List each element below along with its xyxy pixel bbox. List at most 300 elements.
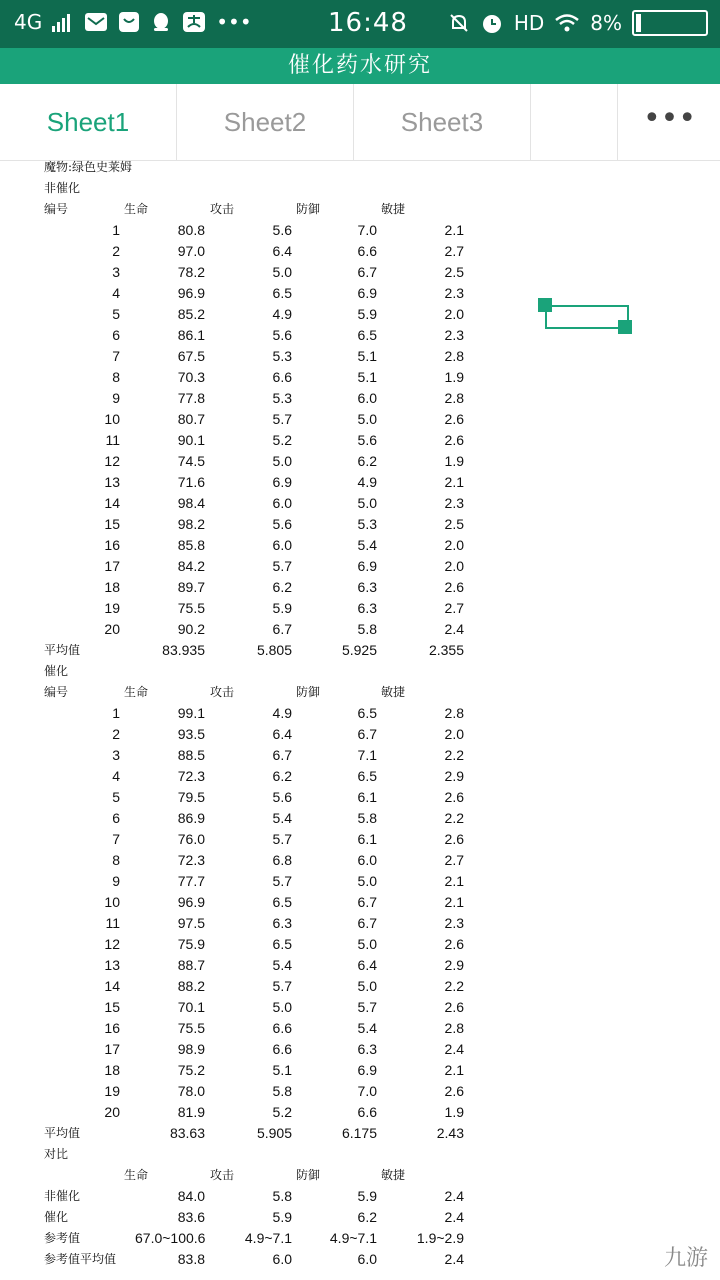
value-cell[interactable]: 6.5	[357, 705, 377, 721]
average-cell[interactable]: 5.925	[341, 642, 377, 658]
compare-cell[interactable]: 67.0~100.6	[135, 1230, 206, 1246]
value-cell[interactable]: 5.0	[357, 411, 377, 427]
signal-icon	[52, 12, 74, 32]
value-cell[interactable]: 6.3	[357, 600, 377, 616]
value-cell[interactable]: 2.5	[444, 516, 464, 532]
value-cell[interactable]: 5.2	[272, 432, 292, 448]
table-row	[0, 220, 500, 241]
value-cell[interactable]: 84.2	[177, 558, 205, 574]
table-row	[0, 1102, 500, 1123]
row-id-cell[interactable]: 4	[112, 285, 120, 301]
compare-cell[interactable]: 5.8	[272, 1188, 292, 1204]
value-cell[interactable]: 6.5	[357, 768, 377, 784]
compare-cell[interactable]: 5.9	[272, 1209, 292, 1225]
value-cell[interactable]: 75.5	[177, 600, 205, 616]
value-cell[interactable]: 1.9	[444, 1104, 464, 1120]
header-cell[interactable]: 编号	[44, 685, 69, 699]
compare-cell[interactable]: 4.9~7.1	[329, 1230, 377, 1246]
value-cell[interactable]: 5.6	[357, 432, 377, 448]
more-notifications-icon: •••	[216, 10, 252, 34]
value-cell[interactable]: 77.8	[177, 390, 205, 406]
value-cell[interactable]: 2.7	[444, 852, 464, 868]
value-cell[interactable]: 7.1	[357, 747, 377, 763]
cell-selection[interactable]	[545, 305, 629, 329]
sheet-tabs	[0, 84, 720, 161]
value-cell[interactable]: 5.8	[357, 621, 377, 637]
value-cell[interactable]: 6.7	[357, 264, 377, 280]
table-row	[0, 1018, 500, 1039]
value-cell[interactable]: 5.8	[272, 1083, 292, 1099]
value-cell[interactable]: 5.7	[357, 999, 377, 1015]
value-cell[interactable]: 6.5	[272, 894, 292, 910]
value-cell[interactable]: 2.6	[444, 831, 464, 847]
table-row	[0, 850, 500, 871]
value-cell[interactable]: 67.5	[177, 348, 205, 364]
value-cell[interactable]: 98.4	[177, 495, 205, 511]
value-cell[interactable]: 1.9	[444, 453, 464, 469]
selection-handle-start[interactable]	[538, 298, 552, 312]
value-cell[interactable]: 85.8	[177, 537, 205, 553]
value-cell[interactable]: 2.1	[444, 894, 464, 910]
value-cell[interactable]: 6.9	[357, 285, 377, 301]
clock: 16:48	[328, 8, 408, 38]
value-cell[interactable]: 6.3	[357, 1041, 377, 1057]
value-cell[interactable]: 76.0	[177, 831, 205, 847]
value-cell[interactable]: 4.9	[272, 705, 292, 721]
value-cell[interactable]: 2.7	[444, 600, 464, 616]
average-cell[interactable]: 6.175	[341, 1125, 377, 1141]
header-row	[0, 682, 500, 703]
tab-sheet2[interactable]: Sheet2	[177, 84, 354, 160]
value-cell[interactable]: 6.4	[272, 243, 292, 259]
compare-row	[0, 1186, 500, 1207]
row-id-cell[interactable]: 7	[112, 831, 120, 847]
row-id-cell[interactable]: 19	[104, 1083, 120, 1099]
value-cell[interactable]: 4.9	[357, 474, 377, 490]
row-id-cell[interactable]: 3	[112, 747, 120, 763]
compare-cell[interactable]: 2.4	[444, 1188, 464, 1204]
value-cell[interactable]: 2.1	[444, 1062, 464, 1078]
value-cell[interactable]: 96.9	[177, 894, 205, 910]
value-cell[interactable]: 2.0	[444, 537, 464, 553]
value-cell[interactable]: 2.6	[444, 936, 464, 952]
value-cell[interactable]: 2.3	[444, 285, 464, 301]
value-cell[interactable]: 90.2	[177, 621, 205, 637]
table-row	[0, 451, 500, 472]
compare-cell[interactable]: 6.0	[272, 1251, 292, 1267]
watermark-logo: 九游	[663, 1246, 708, 1271]
value-cell[interactable]: 98.2	[177, 516, 205, 532]
value-cell[interactable]: 5.9	[357, 306, 377, 322]
compare-cell[interactable]: 5.9	[357, 1188, 377, 1204]
value-cell[interactable]: 4.9	[272, 306, 292, 322]
value-cell[interactable]: 2.0	[444, 306, 464, 322]
row-id-cell[interactable]: 11	[105, 915, 120, 931]
table-row	[0, 577, 500, 598]
value-cell[interactable]: 70.1	[177, 999, 205, 1015]
header-cell[interactable]: 敏捷	[381, 1168, 406, 1182]
network-label: 4G	[14, 10, 43, 34]
value-cell[interactable]: 2.8	[444, 1020, 464, 1036]
row-id-cell[interactable]: 9	[112, 873, 120, 889]
value-cell[interactable]: 96.9	[177, 285, 205, 301]
value-cell[interactable]: 2.1	[444, 474, 464, 490]
compare-row	[0, 1249, 500, 1270]
header-cell[interactable]: 防御	[296, 202, 321, 216]
header-cell[interactable]: 生命	[124, 1168, 149, 1182]
row-id-cell[interactable]: 16	[104, 1020, 120, 1036]
row-id-cell[interactable]: 1	[112, 705, 120, 721]
value-cell[interactable]: 74.5	[177, 453, 205, 469]
average-cell[interactable]: 5.905	[256, 1125, 292, 1141]
value-cell[interactable]: 2.4	[444, 621, 464, 637]
mail-icon	[84, 12, 108, 32]
value-cell[interactable]: 80.7	[177, 411, 205, 427]
compare-cell[interactable]: 1.9~2.9	[416, 1230, 464, 1246]
value-cell[interactable]: 7.0	[357, 222, 377, 238]
value-cell[interactable]: 6.1	[357, 789, 377, 805]
average-row	[0, 1123, 500, 1144]
value-cell[interactable]: 98.9	[177, 1041, 205, 1057]
value-cell[interactable]: 2.2	[444, 747, 464, 763]
value-cell[interactable]: 6.9	[272, 474, 292, 490]
table-row	[0, 283, 500, 304]
value-cell[interactable]: 5.6	[272, 327, 292, 343]
value-cell[interactable]: 5.7	[272, 978, 292, 994]
tab-sheet3[interactable]: Sheet3	[354, 84, 531, 160]
table-row	[0, 241, 500, 262]
compare-cell[interactable]: 83.6	[177, 1209, 205, 1225]
row-id-cell[interactable]: 20	[104, 1104, 120, 1120]
value-cell[interactable]: 5.2	[272, 1104, 292, 1120]
average-label[interactable]: 平均值	[44, 643, 81, 657]
value-cell[interactable]: 5.0	[357, 936, 377, 952]
value-cell[interactable]: 6.3	[272, 915, 292, 931]
value-cell[interactable]: 5.3	[272, 390, 292, 406]
compare-header-row	[0, 1165, 500, 1186]
header-cell[interactable]: 敏捷	[381, 685, 406, 699]
row-id-cell[interactable]: 6	[112, 810, 120, 826]
value-cell[interactable]: 5.3	[272, 348, 292, 364]
value-cell[interactable]: 6.2	[272, 768, 292, 784]
row-id-cell[interactable]: 18	[104, 1062, 120, 1078]
row-id-cell[interactable]: 2	[112, 243, 120, 259]
value-cell[interactable]: 6.0	[272, 495, 292, 511]
header-cell[interactable]: 攻击	[210, 1168, 235, 1182]
value-cell[interactable]: 6.5	[357, 327, 377, 343]
row-id-cell[interactable]: 12	[104, 936, 120, 952]
table-row	[0, 1039, 500, 1060]
value-cell[interactable]: 6.6	[272, 369, 292, 385]
row-id-cell[interactable]: 9	[112, 390, 120, 406]
value-cell[interactable]: 5.0	[272, 999, 292, 1015]
status-bar	[0, 0, 720, 48]
value-cell[interactable]: 2.8	[444, 705, 464, 721]
row-id-cell[interactable]: 11	[105, 432, 120, 448]
row-id-cell[interactable]: 2	[112, 726, 120, 742]
table-row	[0, 1060, 500, 1081]
value-cell[interactable]: 5.4	[357, 537, 377, 553]
row-id-cell[interactable]: 14	[104, 978, 120, 994]
header-cell[interactable]: 攻击	[210, 202, 235, 216]
table-row	[0, 514, 500, 535]
value-cell[interactable]: 5.7	[272, 411, 292, 427]
value-cell[interactable]: 6.2	[357, 453, 377, 469]
value-cell[interactable]: 86.9	[177, 810, 205, 826]
value-cell[interactable]: 97.5	[177, 915, 205, 931]
compare-cell[interactable]: 84.0	[177, 1188, 205, 1204]
value-cell[interactable]: 81.9	[177, 1104, 205, 1120]
value-cell[interactable]: 88.2	[177, 978, 205, 994]
table-row	[0, 997, 500, 1018]
value-cell[interactable]: 80.8	[177, 222, 205, 238]
header-cell[interactable]: 生命	[124, 202, 149, 216]
value-cell[interactable]: 70.3	[177, 369, 205, 385]
value-cell[interactable]: 2.9	[444, 957, 464, 973]
row-id-cell[interactable]: 20	[104, 621, 120, 637]
row-id-cell[interactable]: 8	[112, 852, 120, 868]
value-cell[interactable]: 90.1	[177, 432, 205, 448]
value-cell[interactable]: 85.2	[177, 306, 205, 322]
average-cell[interactable]: 83.63	[169, 1125, 205, 1141]
average-label[interactable]: 平均值	[44, 1126, 81, 1140]
table-row	[0, 745, 500, 766]
value-cell[interactable]: 86.1	[177, 327, 205, 343]
value-cell[interactable]: 2.6	[444, 432, 464, 448]
value-cell[interactable]: 72.3	[177, 852, 205, 868]
table-row	[0, 346, 500, 367]
value-cell[interactable]: 6.7	[357, 915, 377, 931]
value-cell[interactable]: 6.0	[357, 390, 377, 406]
row-id-cell[interactable]: 3	[112, 264, 120, 280]
qq-icon	[150, 11, 172, 33]
value-cell[interactable]: 6.5	[272, 285, 292, 301]
compare-cell[interactable]: 2.4	[444, 1209, 464, 1225]
value-cell[interactable]: 2.0	[444, 726, 464, 742]
value-cell[interactable]: 5.3	[357, 516, 377, 532]
value-cell[interactable]: 6.5	[272, 936, 292, 952]
value-cell[interactable]: 88.7	[177, 957, 205, 973]
table-row	[0, 325, 500, 346]
table-row	[0, 787, 500, 808]
value-cell[interactable]: 2.5	[444, 264, 464, 280]
alipay-icon	[182, 11, 206, 33]
row-id-cell[interactable]: 12	[104, 453, 120, 469]
value-cell[interactable]: 88.5	[177, 747, 205, 763]
value-cell[interactable]: 2.6	[444, 999, 464, 1015]
compare-row-label[interactable]: 催化	[44, 1210, 69, 1224]
value-cell[interactable]: 6.3	[357, 579, 377, 595]
value-cell[interactable]: 2.1	[444, 873, 464, 889]
value-cell[interactable]: 2.8	[444, 348, 464, 364]
table-row	[0, 556, 500, 577]
compare-row-label[interactable]: 参考值	[44, 1231, 81, 1245]
compare-row-label[interactable]: 参考值平均值	[44, 1252, 117, 1266]
value-cell[interactable]: 2.3	[444, 327, 464, 343]
value-cell[interactable]: 5.4	[272, 957, 292, 973]
compare-cell[interactable]: 6.2	[357, 1209, 377, 1225]
value-cell[interactable]: 75.2	[177, 1062, 205, 1078]
value-cell[interactable]: 2.8	[444, 390, 464, 406]
value-cell[interactable]: 5.4	[272, 810, 292, 826]
value-cell[interactable]: 2.7	[444, 243, 464, 259]
compare-cell[interactable]: 4.9~7.1	[244, 1230, 292, 1246]
value-cell[interactable]: 2.6	[444, 1083, 464, 1099]
row-id-cell[interactable]: 10	[104, 411, 120, 427]
row-id-cell[interactable]: 18	[104, 579, 120, 595]
row-id-cell[interactable]: 15	[104, 999, 120, 1015]
table-row	[0, 535, 500, 556]
value-cell[interactable]: 5.7	[272, 873, 292, 889]
row-id-cell[interactable]: 16	[104, 537, 120, 553]
value-cell[interactable]: 5.6	[272, 516, 292, 532]
value-cell[interactable]: 7.0	[357, 1083, 377, 1099]
value-cell[interactable]: 6.0	[272, 537, 292, 553]
value-cell[interactable]: 6.6	[357, 1104, 377, 1120]
value-cell[interactable]: 6.9	[357, 558, 377, 574]
value-cell[interactable]: 79.5	[177, 789, 205, 805]
table-row	[0, 598, 500, 619]
average-cell[interactable]: 2.355	[428, 642, 464, 658]
row-id-cell[interactable]: 13	[104, 957, 120, 973]
header-cell[interactable]: 敏捷	[381, 202, 406, 216]
row-id-cell[interactable]: 17	[104, 558, 120, 574]
value-cell[interactable]: 6.9	[357, 1062, 377, 1078]
value-cell[interactable]: 6.2	[272, 579, 292, 595]
table-row	[0, 829, 500, 850]
tab-empty[interactable]	[531, 84, 616, 160]
monster-label	[0, 157, 500, 178]
value-cell[interactable]: 5.8	[357, 810, 377, 826]
row-id-cell[interactable]: 8	[112, 369, 120, 385]
value-cell[interactable]: 93.5	[177, 726, 205, 742]
value-cell[interactable]: 72.3	[177, 768, 205, 784]
value-cell[interactable]: 5.1	[357, 369, 377, 385]
value-cell[interactable]: 97.0	[177, 243, 205, 259]
value-cell[interactable]: 2.6	[444, 411, 464, 427]
table-row	[0, 367, 500, 388]
section-catalyzed	[0, 661, 500, 682]
value-cell[interactable]: 5.7	[272, 558, 292, 574]
value-cell[interactable]: 89.7	[177, 579, 205, 595]
value-cell[interactable]: 5.0	[357, 495, 377, 511]
value-cell[interactable]: 1.9	[444, 369, 464, 385]
average-cell[interactable]: 2.43	[436, 1125, 464, 1141]
table-row	[0, 472, 500, 493]
value-cell[interactable]: 78.0	[177, 1083, 205, 1099]
header-cell[interactable]: 编号	[44, 202, 69, 216]
compare-cell[interactable]: 2.4	[444, 1251, 464, 1267]
row-id-cell[interactable]: 14	[104, 495, 120, 511]
row-id-cell[interactable]: 13	[104, 474, 120, 490]
table-row	[0, 955, 500, 976]
value-cell[interactable]: 6.6	[357, 243, 377, 259]
value-cell[interactable]: 2.6	[444, 789, 464, 805]
row-id-cell[interactable]: 7	[112, 348, 120, 364]
value-cell[interactable]: 6.7	[357, 726, 377, 742]
row-id-cell[interactable]: 19	[104, 600, 120, 616]
value-cell[interactable]: 5.0	[272, 453, 292, 469]
header-cell[interactable]: 攻击	[210, 685, 235, 699]
value-cell[interactable]: 6.6	[272, 1041, 292, 1057]
table-row	[0, 703, 500, 724]
value-cell[interactable]: 6.6	[272, 1020, 292, 1036]
value-cell[interactable]: 6.4	[357, 957, 377, 973]
value-cell[interactable]: 6.1	[357, 831, 377, 847]
row-id-cell[interactable]: 15	[104, 516, 120, 532]
value-cell[interactable]: 5.0	[272, 264, 292, 280]
table-row	[0, 619, 500, 640]
header-cell[interactable]: 防御	[296, 1168, 321, 1182]
value-cell[interactable]: 5.1	[357, 348, 377, 364]
value-cell[interactable]: 2.0	[444, 558, 464, 574]
value-cell[interactable]: 2.2	[444, 978, 464, 994]
value-cell[interactable]: 2.1	[444, 222, 464, 238]
value-cell[interactable]: 6.4	[272, 726, 292, 742]
value-cell[interactable]: 6.7	[272, 621, 292, 637]
row-id-cell[interactable]: 10	[104, 894, 120, 910]
value-cell[interactable]: 5.0	[357, 873, 377, 889]
value-cell[interactable]: 2.4	[444, 1041, 464, 1057]
value-cell[interactable]: 5.6	[272, 222, 292, 238]
row-id-cell[interactable]: 5	[112, 789, 120, 805]
value-cell[interactable]: 78.2	[177, 264, 205, 280]
row-id-cell[interactable]: 17	[104, 1041, 120, 1057]
table-row	[0, 493, 500, 514]
value-cell[interactable]: 6.7	[272, 747, 292, 763]
value-cell[interactable]: 5.0	[357, 978, 377, 994]
value-cell[interactable]: 6.7	[357, 894, 377, 910]
value-cell[interactable]: 5.7	[272, 831, 292, 847]
table-row	[0, 808, 500, 829]
value-cell[interactable]: 71.6	[177, 474, 205, 490]
value-cell[interactable]: 2.3	[444, 915, 464, 931]
table-row	[0, 892, 500, 913]
row-id-cell[interactable]: 1	[112, 222, 120, 238]
more-menu-icon[interactable]: •••	[617, 84, 720, 160]
value-cell[interactable]: 2.9	[444, 768, 464, 784]
value-cell[interactable]: 6.0	[357, 852, 377, 868]
table-row	[0, 262, 500, 283]
value-cell[interactable]: 5.1	[272, 1062, 292, 1078]
header-cell[interactable]: 防御	[296, 685, 321, 699]
compare-cell[interactable]: 6.0	[357, 1251, 377, 1267]
row-id-cell[interactable]: 6	[112, 327, 120, 343]
compare-cell[interactable]: 83.8	[177, 1251, 205, 1267]
table-row	[0, 766, 500, 787]
value-cell[interactable]: 77.7	[177, 873, 205, 889]
average-cell[interactable]: 5.805	[256, 642, 292, 658]
average-cell[interactable]: 83.935	[162, 642, 205, 658]
tab-sheet1[interactable]: Sheet1	[0, 84, 177, 160]
selection-handle-end[interactable]	[618, 320, 632, 334]
value-cell[interactable]: 2.6	[444, 579, 464, 595]
value-cell[interactable]: 2.2	[444, 810, 464, 826]
document-title: 催化药水研究	[0, 48, 720, 84]
compare-row-label[interactable]: 非催化	[44, 1189, 81, 1203]
value-cell[interactable]: 5.9	[272, 600, 292, 616]
value-cell[interactable]: 75.9	[177, 936, 205, 952]
row-id-cell[interactable]: 5	[112, 306, 120, 322]
value-cell[interactable]: 5.6	[272, 789, 292, 805]
value-cell[interactable]: 5.4	[357, 1020, 377, 1036]
value-cell[interactable]: 6.8	[272, 852, 292, 868]
header-cell[interactable]: 生命	[124, 685, 149, 699]
row-id-cell[interactable]: 4	[112, 768, 120, 784]
value-cell[interactable]: 99.1	[177, 705, 205, 721]
value-cell[interactable]: 75.5	[177, 1020, 205, 1036]
value-cell[interactable]: 2.3	[444, 495, 464, 511]
